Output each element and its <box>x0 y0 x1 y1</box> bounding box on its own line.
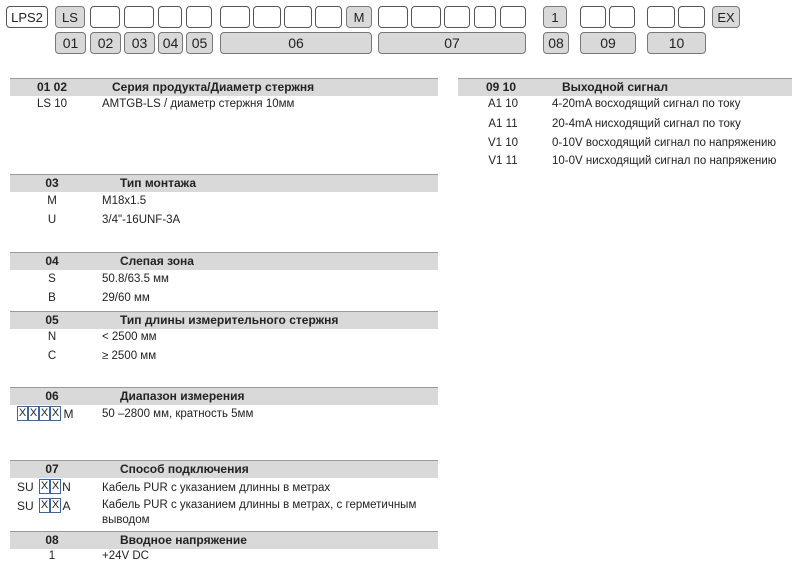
connection-code-n <box>17 479 72 494</box>
code-box-07c <box>444 6 470 28</box>
pos-label-03: 03 <box>124 32 155 54</box>
code-box-05 <box>186 6 212 28</box>
section-number: 03 <box>45 176 59 190</box>
section-number: 04 <box>45 254 59 268</box>
section-number: 07 <box>45 462 59 476</box>
section-title: Способ подключения <box>120 462 249 476</box>
digit-placeholder: X <box>51 499 60 511</box>
digit-placeholder: X <box>40 499 49 511</box>
code-suffix: A <box>62 498 71 513</box>
option-desc: ≥ 2500 мм <box>102 350 157 362</box>
code-box-series: LPS2 <box>6 6 48 28</box>
option-desc-continued: выводом <box>102 514 150 526</box>
code-box-ex: EX <box>712 6 740 28</box>
code-box-04 <box>158 6 182 28</box>
option-desc: 0-10V восходящий сигнал по напряжению <box>552 137 777 149</box>
code-box-03 <box>124 6 154 28</box>
code-box-m: M <box>346 6 372 28</box>
pos-label-04: 04 <box>158 32 183 54</box>
range-suffix: M <box>63 406 74 421</box>
code-prefix: SU <box>17 498 34 513</box>
pos-label-09: 09 <box>580 32 636 54</box>
code-box-07b <box>411 6 441 28</box>
section-header-03 <box>10 174 438 192</box>
code-box-09b <box>609 6 635 28</box>
option-code: V1 11 <box>488 155 518 167</box>
code-box-ls: LS <box>55 6 85 28</box>
option-desc: 50.8/63.5 мм <box>102 273 169 285</box>
option-code: N <box>47 331 57 343</box>
pos-label-06: 06 <box>220 32 372 54</box>
section-header-09-10 <box>458 78 792 96</box>
option-code: U <box>47 214 57 226</box>
section-header-05 <box>10 311 438 329</box>
section-number: 09 10 <box>485 80 517 94</box>
code-box-06b <box>253 6 281 28</box>
option-code: B <box>48 292 56 304</box>
option-desc: AMTGB-LS / диаметр стержня 10мм <box>102 98 295 110</box>
pos-label-02: 02 <box>90 32 121 54</box>
code-box-1: 1 <box>543 6 567 28</box>
pos-label-05: 05 <box>186 32 213 54</box>
section-title: Тип длины измерительного стержня <box>120 313 339 327</box>
pos-label-10: 10 <box>647 32 706 54</box>
pos-label-07: 07 <box>378 32 526 54</box>
code-box-07e <box>500 6 526 28</box>
code-box-02 <box>90 6 120 28</box>
option-code: A1 11 <box>488 118 518 130</box>
connection-code-a <box>17 498 72 513</box>
section-title: Выходной сигнал <box>562 80 668 94</box>
section-number: 08 <box>45 533 59 547</box>
code-suffix: N <box>62 479 71 494</box>
code-box-10a <box>647 6 675 28</box>
option-desc: 4-20mA восходящий сигнал по току <box>552 98 741 110</box>
section-number: 06 <box>45 389 59 403</box>
section-title: Диапазон измерения <box>120 389 245 403</box>
section-header-04 <box>10 252 438 270</box>
option-desc: M18x1.5 <box>102 195 147 207</box>
digit-placeholder: X <box>29 407 38 419</box>
option-desc: 29/60 мм <box>102 292 150 304</box>
digit-placeholder: X <box>18 407 27 419</box>
section-header-06 <box>10 387 438 405</box>
section-title: Вводное напряжение <box>120 533 247 547</box>
option-code: LS 10 <box>36 98 68 110</box>
option-desc: 10-0V нисходящий сигнал по напряжению <box>552 155 777 167</box>
option-code: M <box>47 195 57 207</box>
section-title: Тип монтажа <box>120 176 197 190</box>
section-header-01-02 <box>10 78 438 96</box>
digit-placeholder: X <box>51 480 60 492</box>
option-desc: Кабель PUR с указанием длинны в метрах <box>102 482 331 494</box>
option-code: 1 <box>48 550 56 562</box>
option-desc: < 2500 мм <box>102 331 157 343</box>
option-code: S <box>48 273 56 285</box>
section-header-08 <box>10 531 438 549</box>
option-code: C <box>47 350 57 362</box>
option-desc: 50 –2800 мм, кратность 5мм <box>102 408 254 420</box>
code-box-06a <box>220 6 250 28</box>
section-title: Слепая зона <box>120 254 194 268</box>
code-box-09a <box>580 6 606 28</box>
code-box-10b <box>678 6 705 28</box>
code-box-06c <box>284 6 312 28</box>
digit-placeholder: X <box>40 407 49 419</box>
section-number: 05 <box>45 313 59 327</box>
section-header-07 <box>10 460 438 478</box>
section-title: Серия продукта/Диаметр стержня <box>112 80 315 94</box>
option-desc: Кабель PUR с указанием длинны в метрах, с герметичным <box>102 499 417 511</box>
pos-label-08: 08 <box>543 32 569 54</box>
option-code: A1 10 <box>487 98 519 110</box>
option-code: V1 10 <box>487 137 519 149</box>
digit-placeholder: X <box>40 480 49 492</box>
option-desc: 3/4"-16UNF-3A <box>102 214 181 226</box>
section-number: 01 02 <box>36 80 68 94</box>
option-desc: 20-4mA нисходящий сигнал по току <box>552 118 741 130</box>
option-desc: +24V DC <box>102 550 149 562</box>
digit-placeholder: X <box>51 407 60 419</box>
range-code <box>17 406 74 421</box>
code-prefix: SU <box>17 479 34 494</box>
code-box-07d <box>474 6 496 28</box>
code-box-07a <box>378 6 408 28</box>
code-box-06d <box>315 6 342 28</box>
pos-label-01: 01 <box>55 32 86 54</box>
